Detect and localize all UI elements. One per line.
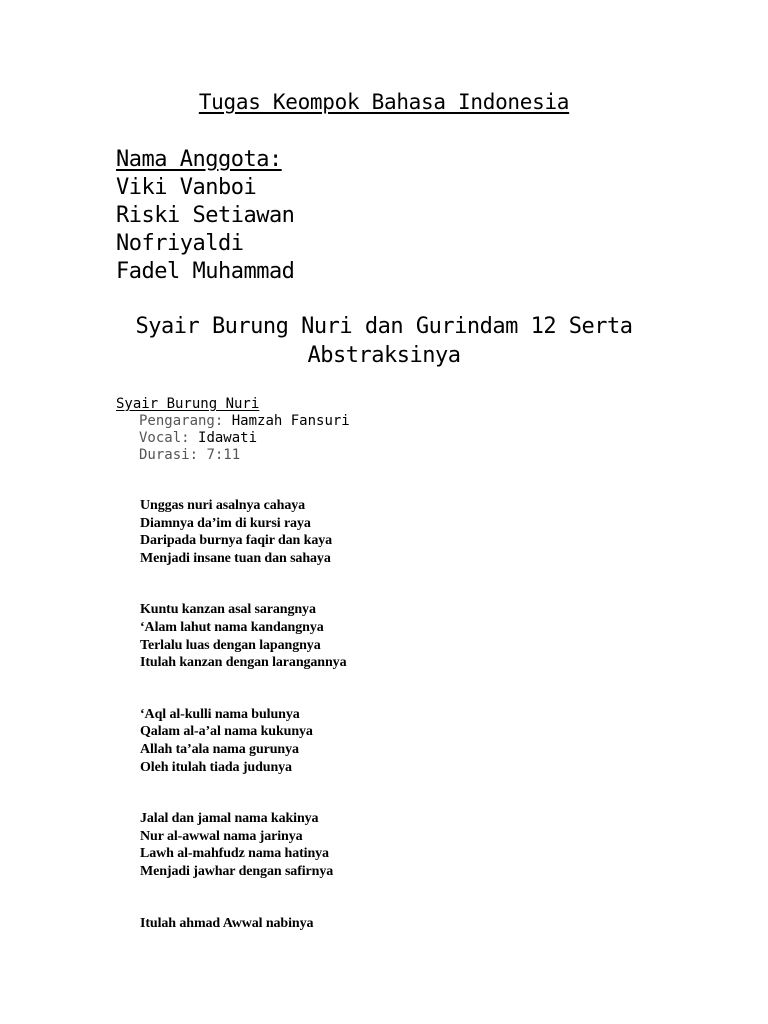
lyric-line: Menjadi insane tuan dan sahaya bbox=[140, 550, 331, 566]
vocal-value: Idawati bbox=[198, 430, 258, 446]
song-heading: Syair Burung Nuri bbox=[116, 396, 260, 412]
song-info bbox=[116, 396, 350, 464]
lyric-line: Jalal dan jamal nama kakinya bbox=[140, 811, 319, 827]
subtitle-line: Abstraksinya bbox=[307, 343, 461, 368]
author-row bbox=[116, 413, 350, 430]
lyric-line: Allah ta’ala nama gurunya bbox=[140, 741, 299, 757]
member-name: Riski Setiawan bbox=[116, 203, 295, 228]
author-value: Hamzah Fansuri bbox=[231, 413, 350, 429]
stanza bbox=[140, 915, 346, 933]
lyric-line: Daripada burnya faqir dan kaya bbox=[140, 533, 333, 549]
lyric-line: ‘Alam lahut nama kandangnya bbox=[140, 619, 324, 635]
members-section bbox=[116, 146, 294, 286]
duration-label: Durasi: bbox=[139, 447, 199, 463]
member-name: Viki Vanboi bbox=[116, 175, 257, 200]
lyric-line: Menjadi jawhar dengan safirnya bbox=[140, 863, 334, 879]
member-name: Nofriyaldi bbox=[116, 231, 244, 256]
member-name: Fadel Muhammad bbox=[116, 259, 295, 284]
lyric-line: Kuntu kanzan asal sarangnya bbox=[140, 602, 316, 618]
lyric-line: Diamnya da’im di kursi raya bbox=[140, 515, 311, 531]
lyric-line: Itulah kanzan dengan larangannya bbox=[140, 655, 347, 671]
lyric-line: Nur al-awwal nama jarinya bbox=[140, 828, 303, 844]
vocal-row bbox=[116, 430, 350, 447]
subtitle-line: Syair Burung Nuri dan Gurindam 12 Serta bbox=[135, 314, 633, 339]
lyric-line: Qalam al-a’al nama kukunya bbox=[140, 724, 313, 740]
document-title: Tugas Keompok Bahasa Indonesia bbox=[198, 90, 570, 114]
lyric-line: Terlalu luas dengan lapangnya bbox=[140, 637, 321, 653]
stanza bbox=[140, 497, 346, 567]
vocal-label: Vocal: bbox=[139, 430, 190, 446]
lyric-line: Lawh al-mahfudz nama hatinya bbox=[140, 846, 329, 862]
duration-value: 7:11 bbox=[206, 447, 241, 463]
stanza bbox=[140, 601, 346, 671]
stanza bbox=[140, 810, 346, 880]
lyric-line: Itulah ahmad Awwal nabinya bbox=[140, 915, 314, 931]
lyric-line: Oleh itulah tiada judunya bbox=[140, 759, 292, 775]
lyrics bbox=[140, 497, 346, 966]
stanza bbox=[140, 706, 346, 776]
author-label: Pengarang: bbox=[139, 413, 224, 429]
lyric-line: ‘Aql al-kulli nama bulunya bbox=[140, 706, 300, 722]
members-heading: Nama Anggota: bbox=[116, 147, 282, 172]
section-subtitle bbox=[0, 312, 768, 370]
duration-row bbox=[116, 447, 350, 464]
lyric-line: Unggas nuri asalnya cahaya bbox=[140, 498, 306, 513]
